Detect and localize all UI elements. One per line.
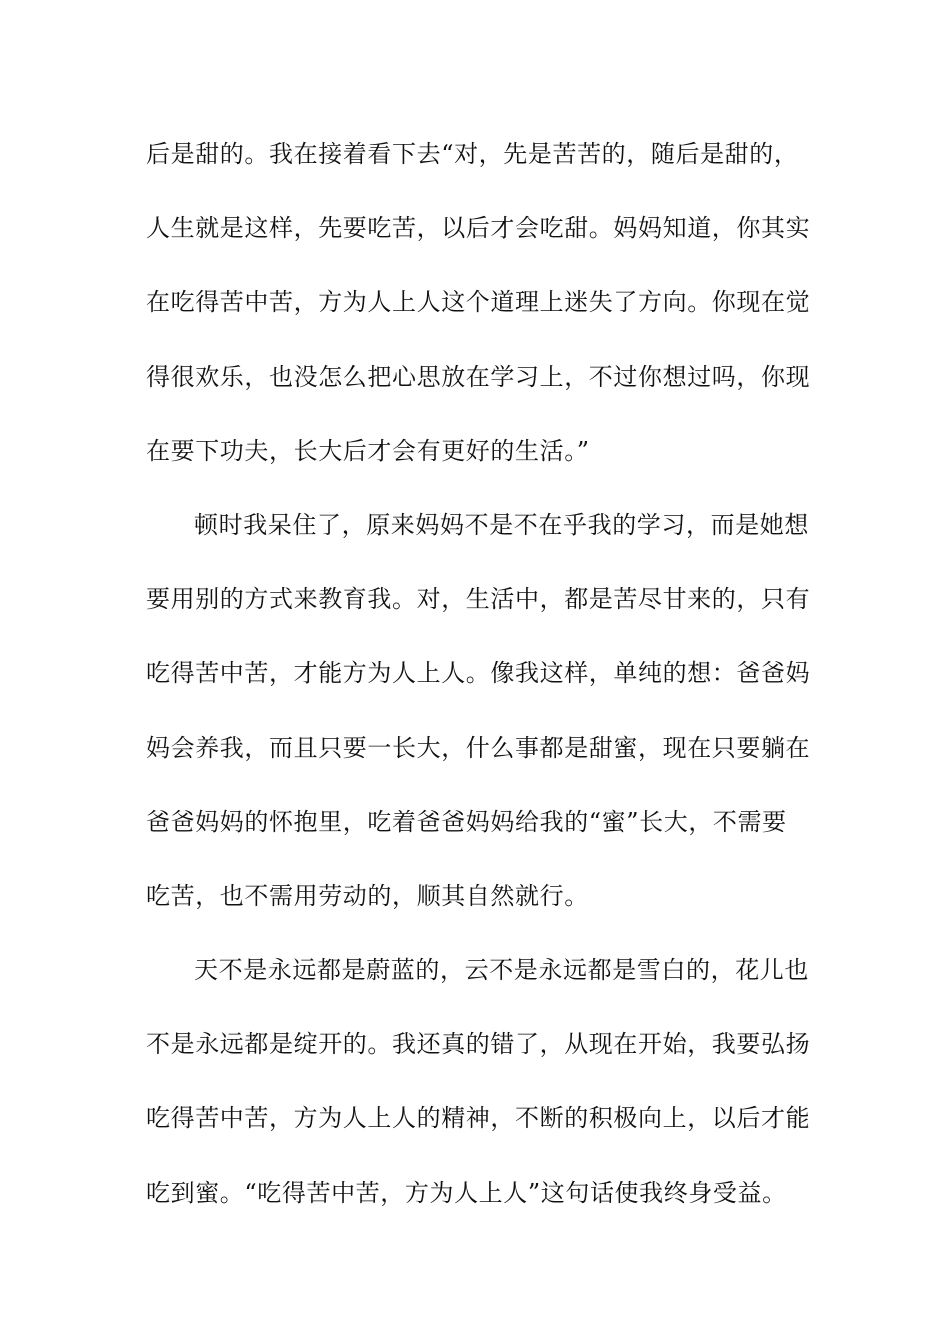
- text-line-9: 妈会养我，而且只要一长大，什么事都是甜蜜，现在只要躺在: [146, 733, 811, 762]
- text-line-2: 人生就是这样，先要吃苦，以后才会吃甜。妈妈知道，你其实: [146, 214, 811, 243]
- text-line-1: 后是甜的。我在接着看下去“对，先是苦苦的，随后是甜的，: [146, 140, 799, 168]
- text-line-12: 天不是永远都是蔚蓝的，云不是永远都是雪白的，花儿也: [194, 956, 809, 985]
- text-line-4: 得很欢乐，也没怎么把心思放在学习上，不过你想过吗，你现: [146, 362, 811, 391]
- text-line-13: 不是永远都是绽开的。我还真的错了，从现在开始，我要弘扬: [146, 1030, 811, 1059]
- essay-body: [146, 130, 811, 1243]
- text-line-8: 吃得苦中苦，才能方为人上人。像我这样，单纯的想：爸爸妈: [146, 659, 811, 688]
- text-line-7: 要用别的方式来教育我。对，生活中，都是苦尽甘来的，只有: [146, 585, 811, 614]
- text-line-14: 吃得苦中苦，方为人上人的精神，不断的积极向上，以后才能: [146, 1104, 811, 1133]
- text-line-6: 顿时我呆住了，原来妈妈不是不在乎我的学习，而是她想: [194, 510, 809, 539]
- text-line-10: 爸爸妈妈的怀抱里，吃着爸爸妈妈给我的“蜜”长大，不需要: [146, 807, 787, 836]
- text-line-3: 在吃得苦中苦，方为人上人这个道理上迷失了方向。你现在觉: [146, 288, 811, 317]
- text-line-11: 吃苦，也不需用劳动的，顺其自然就行。: [146, 881, 589, 910]
- text-line-15: 吃到蜜。“吃得苦中苦，方为人上人”这句话使我终身受益。: [146, 1178, 787, 1207]
- text-line-5: 在要下功夫，长大后才会有更好的生活。”: [146, 436, 590, 465]
